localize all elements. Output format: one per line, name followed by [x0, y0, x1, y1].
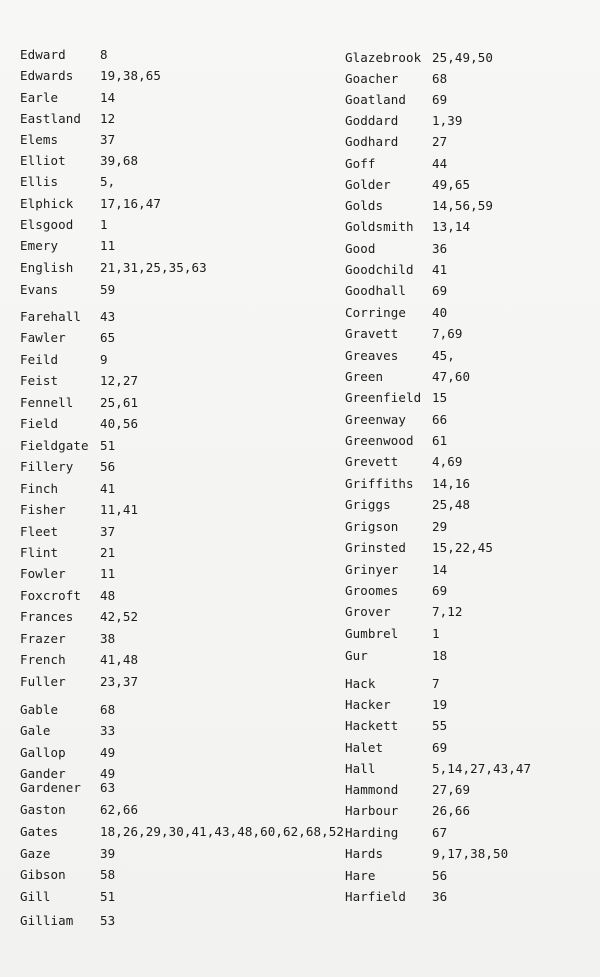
- page-numbers: 14,16: [432, 476, 471, 491]
- surname: Godhard: [345, 134, 399, 149]
- surname: Good: [345, 241, 376, 256]
- surname: Green: [345, 369, 384, 384]
- index-entry: [345, 540, 494, 556]
- index-entry: [345, 283, 448, 299]
- surname: Greenway: [345, 412, 407, 427]
- surname: Goff: [345, 156, 376, 171]
- page-numbers: 27,69: [432, 782, 471, 797]
- page-numbers: 66: [432, 412, 448, 427]
- index-entry: [345, 626, 440, 642]
- index-entry: [345, 648, 448, 664]
- surname: Gur: [345, 648, 368, 663]
- surname: Elliot: [20, 153, 66, 168]
- page-numbers: 40: [432, 305, 448, 320]
- index-entry: [20, 68, 162, 84]
- surname: Goddard: [345, 113, 399, 128]
- surname: Harding: [345, 825, 399, 840]
- index-entry: [20, 153, 139, 169]
- surname: Eastland: [20, 111, 82, 126]
- surname: Edward: [20, 47, 66, 62]
- page-numbers: 11: [100, 238, 116, 253]
- surname: Hall: [345, 761, 376, 776]
- surname: Fawler: [20, 330, 66, 345]
- index-entry: [20, 373, 139, 389]
- index-entry: [20, 217, 108, 233]
- index-entry: [345, 305, 448, 321]
- index-entry: [345, 562, 448, 578]
- surname: Grevett: [345, 454, 399, 469]
- index-entry: [20, 481, 116, 497]
- page-numbers: 13,14: [432, 219, 471, 234]
- surname: Grigson: [345, 519, 399, 534]
- page-numbers: 4,69: [432, 454, 463, 469]
- surname: Feist: [20, 373, 59, 388]
- index-entry: [20, 524, 116, 540]
- surname: Farehall: [20, 309, 82, 324]
- page-numbers: 9,17,38,50: [432, 846, 509, 861]
- page-numbers: 53: [100, 913, 116, 928]
- index-entry: [20, 674, 139, 690]
- index-entry: [345, 846, 509, 862]
- page-numbers: 11,41: [100, 502, 139, 517]
- index-entry: [20, 395, 139, 411]
- page-numbers: 19: [432, 697, 448, 712]
- page-numbers: 49: [100, 745, 116, 760]
- index-entry: [345, 219, 471, 235]
- surname: Gumbrel: [345, 626, 399, 641]
- surname: Feild: [20, 352, 59, 367]
- index-entry: [20, 330, 116, 346]
- page-numbers: 45,: [432, 348, 455, 363]
- surname: Groomes: [345, 583, 399, 598]
- surname: Gardener: [20, 780, 82, 795]
- page-numbers: 26,66: [432, 803, 471, 818]
- surname: Elsgood: [20, 217, 74, 232]
- index-entry: [20, 702, 116, 718]
- page-numbers: 23,37: [100, 674, 139, 689]
- page-numbers: 29: [432, 519, 448, 534]
- index-entry: [20, 780, 116, 796]
- surname: Fuller: [20, 674, 66, 689]
- surname: Fleet: [20, 524, 59, 539]
- page-numbers: 33: [100, 723, 116, 738]
- page-numbers: 7,12: [432, 604, 463, 619]
- page-numbers: 8: [100, 47, 108, 62]
- page-numbers: 44: [432, 156, 448, 171]
- surname: Earle: [20, 90, 59, 105]
- index-entry: [20, 352, 108, 368]
- surname: Hacker: [345, 697, 391, 712]
- index-entry: [345, 71, 448, 87]
- surname: Golds: [345, 198, 384, 213]
- surname: Grinyer: [345, 562, 399, 577]
- index-entry: [20, 132, 116, 148]
- surname: Harbour: [345, 803, 399, 818]
- surname: Gale: [20, 723, 51, 738]
- index-entry: [20, 111, 116, 127]
- index-entry: [345, 697, 448, 713]
- surname: Gates: [20, 824, 59, 839]
- index-entry: [20, 174, 116, 190]
- surname: Edwards: [20, 68, 74, 83]
- page-numbers: 61: [432, 433, 448, 448]
- index-entry: [20, 282, 116, 298]
- page-numbers: 17,16,47: [100, 196, 162, 211]
- index-entry: [20, 588, 116, 604]
- page-numbers: 69: [432, 283, 448, 298]
- surname: Fieldgate: [20, 438, 89, 453]
- surname: Greaves: [345, 348, 399, 363]
- surname: Finch: [20, 481, 59, 496]
- index-entry: [20, 459, 116, 475]
- surname: Grover: [345, 604, 391, 619]
- page-numbers: 43: [100, 309, 116, 324]
- page-numbers: 38: [100, 631, 116, 646]
- surname: Gilliam: [20, 913, 74, 928]
- page-numbers: 49: [100, 766, 116, 781]
- page-numbers: 12: [100, 111, 116, 126]
- index-entry: [345, 177, 471, 193]
- surname: Griffiths: [345, 476, 414, 491]
- index-entry: [345, 348, 455, 364]
- page-numbers: 69: [432, 92, 448, 107]
- page-numbers: 37: [100, 132, 116, 147]
- page-numbers: 19,38,65: [100, 68, 162, 83]
- index-entry: [345, 497, 471, 513]
- page-numbers: 5,14,27,43,47: [432, 761, 532, 776]
- surname: Goatland: [345, 92, 407, 107]
- index-entry: [345, 718, 448, 734]
- page-numbers: 49,65: [432, 177, 471, 192]
- index-entry: [20, 502, 139, 518]
- surname: Gander: [20, 766, 66, 781]
- index-entry: [345, 156, 448, 172]
- surname: Frazer: [20, 631, 66, 646]
- page-numbers: 39,68: [100, 153, 139, 168]
- page-numbers: 18,26,29,30,41,43,48,60,62,68,52: [100, 824, 345, 839]
- page-numbers: 21,31,25,35,63: [100, 260, 207, 275]
- index-entry: [345, 412, 448, 428]
- page-numbers: 27: [432, 134, 448, 149]
- index-entry: [345, 825, 448, 841]
- index-entry: [20, 309, 116, 325]
- index-entry: [345, 519, 448, 535]
- index-entry: [20, 802, 139, 818]
- index-entry: [20, 238, 116, 254]
- page-numbers: 25,61: [100, 395, 139, 410]
- page-numbers: 69: [432, 583, 448, 598]
- index-entry: [345, 782, 471, 798]
- index-entry: [20, 913, 116, 929]
- page-numbers: 25,48: [432, 497, 471, 512]
- surname: Frances: [20, 609, 74, 624]
- surname: Flint: [20, 545, 59, 560]
- surname: Harfield: [345, 889, 407, 904]
- page-numbers: 59: [100, 282, 116, 297]
- page-numbers: 7,69: [432, 326, 463, 341]
- surname: Gill: [20, 889, 51, 904]
- surname: Corringe: [345, 305, 407, 320]
- surname: Field: [20, 416, 59, 431]
- surname: Ellis: [20, 174, 59, 189]
- index-entry: [345, 326, 463, 342]
- page-numbers: 69: [432, 740, 448, 755]
- page-numbers: 14: [100, 90, 116, 105]
- index-entry: [345, 433, 448, 449]
- page-numbers: 56: [100, 459, 116, 474]
- index-entry: [20, 824, 345, 840]
- page-numbers: 42,52: [100, 609, 139, 624]
- page-numbers: 9: [100, 352, 108, 367]
- index-entry: [345, 50, 494, 66]
- page-numbers: 15: [432, 390, 448, 405]
- surname: Gaze: [20, 846, 51, 861]
- surname: Evans: [20, 282, 59, 297]
- index-entry: [20, 438, 116, 454]
- page-numbers: 63: [100, 780, 116, 795]
- page-numbers: 36: [432, 241, 448, 256]
- page-numbers: 48: [100, 588, 116, 603]
- index-entry: [345, 262, 448, 278]
- page-numbers: 68: [432, 71, 448, 86]
- surname: Glazebrook: [345, 50, 422, 65]
- page-numbers: 67: [432, 825, 448, 840]
- index-entry: [345, 740, 448, 756]
- index-entry: [345, 241, 448, 257]
- page-numbers: 37: [100, 524, 116, 539]
- index-entry: [20, 846, 116, 862]
- page-numbers: 1: [100, 217, 108, 232]
- index-entry: [20, 631, 116, 647]
- index-entry: [20, 867, 116, 883]
- page-numbers: 15,22,45: [432, 540, 494, 555]
- index-entry: [345, 390, 448, 406]
- surname: Griggs: [345, 497, 391, 512]
- index-entry: [20, 609, 139, 625]
- page-numbers: 11: [100, 566, 116, 581]
- surname: Gallop: [20, 745, 66, 760]
- index-entry: [345, 676, 440, 692]
- index-entry: [20, 723, 116, 739]
- page-numbers: 14,56,59: [432, 198, 494, 213]
- surname: Hammond: [345, 782, 399, 797]
- index-entry: [20, 196, 162, 212]
- index-entry: [345, 604, 463, 620]
- index-entry: [20, 90, 116, 106]
- surname: Gravett: [345, 326, 399, 341]
- page-numbers: 41: [100, 481, 116, 496]
- surname: Fowler: [20, 566, 66, 581]
- page-numbers: 1,39: [432, 113, 463, 128]
- index-entry: [20, 260, 207, 276]
- index-entry: [345, 134, 448, 150]
- surname: Foxcroft: [20, 588, 82, 603]
- page-numbers: 39: [100, 846, 116, 861]
- surname: Golder: [345, 177, 391, 192]
- surname: Fennell: [20, 395, 74, 410]
- surname: Hards: [345, 846, 384, 861]
- page-numbers: 58: [100, 867, 116, 882]
- page-numbers: 21: [100, 545, 116, 560]
- page-numbers: 51: [100, 438, 116, 453]
- page-numbers: 25,49,50: [432, 50, 494, 65]
- page-numbers: 14: [432, 562, 448, 577]
- page-numbers: 40,56: [100, 416, 139, 431]
- surname: Hack: [345, 676, 376, 691]
- page-numbers: 41: [432, 262, 448, 277]
- surname: Goodchild: [345, 262, 414, 277]
- surname: Goacher: [345, 71, 399, 86]
- index-entry: [20, 745, 116, 761]
- surname: Gable: [20, 702, 59, 717]
- page-numbers: 36: [432, 889, 448, 904]
- page-numbers: 7: [432, 676, 440, 691]
- page-numbers: 41,48: [100, 652, 139, 667]
- page-numbers: 47,60: [432, 369, 471, 384]
- surname: Hare: [345, 868, 376, 883]
- page-numbers: 65: [100, 330, 116, 345]
- surname: English: [20, 260, 74, 275]
- surname: Gibson: [20, 867, 66, 882]
- surname: Elems: [20, 132, 59, 147]
- index-entry: [345, 454, 463, 470]
- surname: Emery: [20, 238, 59, 253]
- page-numbers: 62,66: [100, 802, 139, 817]
- surname: Fisher: [20, 502, 66, 517]
- page-numbers: 1: [432, 626, 440, 641]
- index-entry: [345, 889, 448, 905]
- index-entry: [345, 583, 448, 599]
- index-entry: [345, 369, 471, 385]
- page-numbers: 18: [432, 648, 448, 663]
- index-entry: [345, 92, 448, 108]
- surname: French: [20, 652, 66, 667]
- surname: Hackett: [345, 718, 399, 733]
- page-numbers: 51: [100, 889, 116, 904]
- index-entry: [20, 652, 139, 668]
- surname: Halet: [345, 740, 384, 755]
- surname: Gaston: [20, 802, 66, 817]
- page-numbers: 12,27: [100, 373, 139, 388]
- surname: Elphick: [20, 196, 74, 211]
- index-entry: [20, 566, 116, 582]
- surname: Grinsted: [345, 540, 407, 555]
- surname: Goodhall: [345, 283, 407, 298]
- surname: Fillery: [20, 459, 74, 474]
- surname: Goldsmith: [345, 219, 414, 234]
- page-numbers: 56: [432, 868, 448, 883]
- page-numbers: 55: [432, 718, 448, 733]
- page-numbers: 5,: [100, 174, 116, 189]
- index-entry: [345, 113, 463, 129]
- index-entry: [20, 416, 139, 432]
- index-entry: [20, 47, 108, 63]
- index-entry: [345, 868, 448, 884]
- surname: Greenwood: [345, 433, 414, 448]
- index-entry: [345, 761, 532, 777]
- index-entry: [345, 476, 471, 492]
- index-entry: [20, 545, 116, 561]
- page-numbers: 68: [100, 702, 116, 717]
- surname: Greenfield: [345, 390, 422, 405]
- index-entry: [345, 198, 494, 214]
- index-entry: [345, 803, 471, 819]
- index-entry: [20, 889, 116, 905]
